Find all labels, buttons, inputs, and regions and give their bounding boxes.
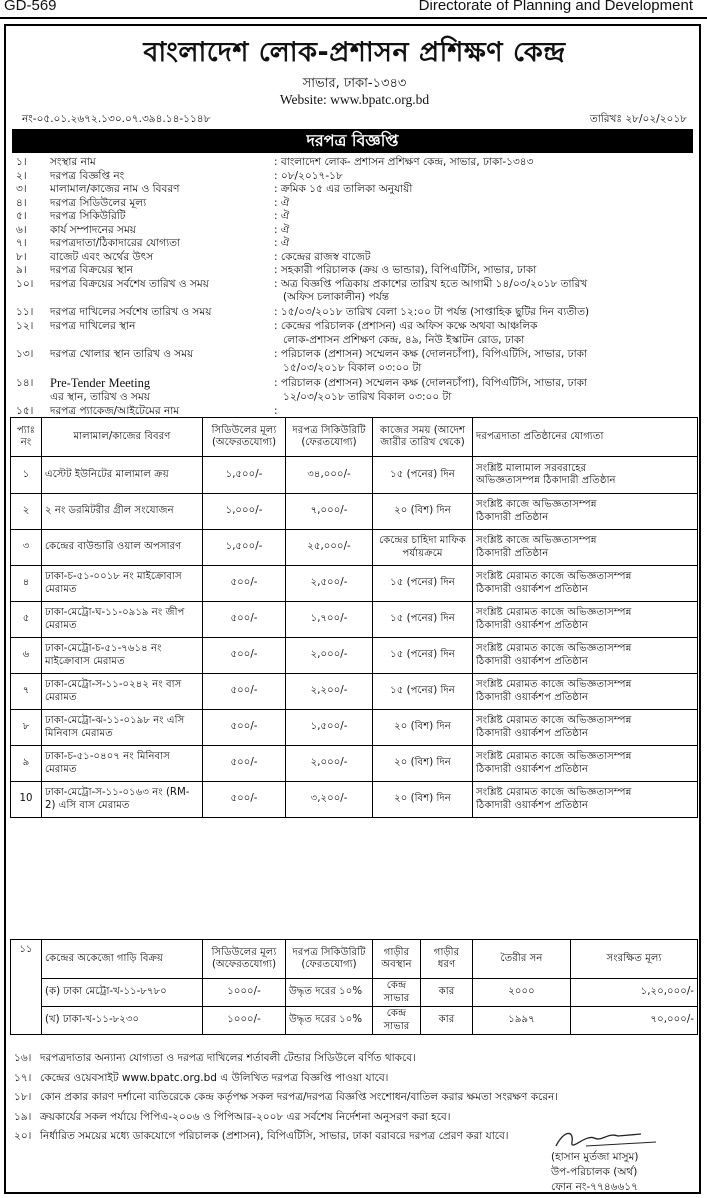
cell-qualification: সংশ্লিষ্ট মেরামত কাজে অভিজ্ঞতাসম্পন্ন ঠিকাদারী ওয়ার্কশপ প্রতিষ্ঠান bbox=[473, 674, 698, 710]
table-row bbox=[11, 710, 698, 746]
cell-fee: ১,৫০০/- bbox=[203, 530, 286, 566]
cell-time: ১৫ (পনের) দিন bbox=[373, 457, 473, 494]
cell-time: ১৫ (পনের) দিন bbox=[373, 674, 473, 710]
organization-website[interactable]: Website: www.bpatc.org.bd bbox=[279, 92, 430, 107]
vehicle-package-number: ১১ bbox=[11, 940, 42, 1035]
signatory-phone: ফোন নং-৭৭৪৬৬১৭ bbox=[551, 1181, 638, 1193]
cell-security: ২,০০০/- bbox=[286, 746, 373, 782]
cell-fee: ৫০০/- bbox=[203, 602, 286, 638]
vehicle-sale-table bbox=[10, 939, 698, 1035]
notice-frame: বাংলাদেশ লোক-প্রশাসন প্রশিক্ষণ কেন্দ্র সাভার, ঢাকা-১৩৪৩ Website: www.bpatc.org.bd নং-০৫.০১.২৬৭২.১৩০.০৭.৩৯৪.১৪-১১৪৮ তারিখঃ ২৮/০২/২০১৮ দরপত্র বিজ্ঞপ্তি ১। সংস্থার নাম : বাংলাদেশ লোক- প্রশাসন প্রশিক্ষণ কেন্দ্র, সাভার, ঢাকা-১৩৪৩ ২। দরপত্র বিজ্ঞপ্তি নং : ০৮/২০১৭-১৮ ৩। মালামাল/কাজের নাম ও বিবরণ : ক্রমিক ১৫ এর তালিকা অনুযায়ী ৪। দরপত্র সিডিউলের মূল্য : ঐ ৫। দরপত্র সিকিউরিটি : ঐ ৬। কার্য সম্পাদনের সময় : ঐ ৭। দরপত্রদাতা/ঠিকাদারের যোগ্যতা : ঐ ৮। বাজেট এবং অর্থের উৎস : কেন্দ্রের রাজস্ব বাজেট ৯। দরপত্র বিক্রয়ের স্থান : সহকারী পরিচালক (ক্রয় ও ভান্ডার), বিপিএটিসি, সাভার, ঢাকা ১০। দরপত্র বিক্রয়ের সর্বশেষ তারিখ ও সময় : অত্র বিজ্ঞপ্তি পত্রিকায় প্রকাশের তারিখ হতে আগামী ১৪/০৩/২০১৮ তারিখ (অফিস চলাকালীন) পর্যন্ত ১১। দরপত্র দাখিলের সর্বশেষ তারিখ ও সময় : ১৫/০৩/২০১৮ তারিখ বেলা ১২:০০ টা পর্যন্ত (সাপ্তাহিক ছুটির দিন ব্যতীত) ১২। দরপত্র দাখিলের স্থান : কেন্দ্রের পরিচালক (প্রশাসন) এর অফিস কক্ষে অথবা আঞ্চলিক লোক-প্রশাসন প্রশিক্ষণ কেন্দ্র, ৪৯, নিউ ইস্কাটন রোড, ঢাকা ১৩। দরপত্র খোলার স্থান তারিখ ও সময় : পরিচালক (প্রশাসন) সম্মেলন কক্ষ (দোলনচাঁপা), বিপিএটিসি, সাভার, ঢাকা ১৫/০৩/২০১৮ বিকাল ০৩:০০ টা ১৪। Pre-Tender Meeting : পরিচালক (প্রশাসন) সম্মেলন কক্ষ (দোলনচাঁপা), বিপিএটিসি, সাভার, ঢাকা এর স্থান, তারিখ ও সময় ১২/০৩/২০১৮ তারিখ বিকাল ০৩:০০ টা ১৫। দরপত্র প্যাকেজ/আইটেমের নাম : প্যাঃ নং মালামাল/কাজের বিবরণ সিডিউলের মূল্য (অফেরতযোগ্য) দরপত্র সিকিউরিটি (ফেরতযোগ্য) কাজের সময় (আদেশ জারীর তারিখ থেকে) দরপত্রদাতা প্রতিষ্ঠানের যোগ্যতা ১ এস্টেট ইউনিটের মালামাল ক্রয় ১,৫০০/- ৩৪,০০০/- ১৫ (পনের) দিন সংশ্লিষ্ট মালামাল সরবরাহের অভিজ্ঞতাসম্পন্ন ঠিকাদারী প্রতিষ্ঠান ২ ২ নং ডরমিটরীর গ্রীল সংযোজন ১,০০০/- ৭,০০০/- ২০ (বিশ) দিন সংশ্লিষ্ট কাজে অভিজ্ঞতাসম্পন্ন ঠিকাদারী প্রতিষ্ঠান ৩ কেন্দ্রের বাউন্ডারি ওয়াল অপসারণ ১,৫০০/- ২৫,০০০/- কেন্দ্রের চাহিদা মাফিক পর্যায়ক্রমে সংশ্লিষ্ট কাজে অভিজ্ঞতাসম্পন্ন ঠিকাদারী প্রতিষ্ঠান ৪ ঢাকা-চ-৫১-০০১৮ নং মাইক্রোবাস মেরামত ৫০০/- ২,৫০০/- ১৫ (পনের) দিন সংশ্লিষ্ট মেরামত কাজে অভিজ্ঞতাসম্পন্ন ঠিকাদারী ওয়ার্কশপ প্রতিষ্ঠান ৫ ঢাকা-মেট্রো-ঘ-১১-০৯১৯ নং জীপ মেরামত ৫০০/- ১,৭০০/- ১৫ (পনের) দিন সংশ্লিষ্ট মেরামত কাজে অভিজ্ঞতাসম্পন্ন ঠিকাদারী ওয়ার্কশপ প্রতিষ্ঠান ৬ ঢাকা-মেট্রো-চ-৫১-৭৬১৪ নং মাইক্রোবাস মেরামত ৫০০/- ২,০০০/- ১৫ (পনের) দিন সংশ্লিষ্ট মেরামত কাজে অভিজ্ঞতাসম্পন্ন ঠিকাদারী ওয়ার্কশপ প্রতিষ্ঠান ৭ ঢাকা-মেট্রো-স-১১-০২৪২ নং বাস মেরামত ৫০০/- ২,২০০/- ১৫ (পনের) দিন সংশ্লিষ্ট মেরামত কাজে অভিজ্ঞতাসম্পন্ন ঠিকাদারী ওয়ার্কশপ প্রতিষ্ঠান ৮ ঢাকা-মেট্রো-ঝ-১১-০১৯৮ নং এসি মিনিবাস মেরামত ৫০০/- ১,৫০০/- ২০ (বিশ) দিন সংশ্লিষ্ট মেরামত কাজে অভিজ্ঞতাসম্পন্ন ঠিকাদারী ওয়ার্কশপ প্রতিষ্ঠান ৯ ঢাকা-চ-৫১-০৪০৭ নং মিনিবাস মেরামত ৫০০/- ২,০০০/- ২০ (বিশ) দিন সংশ্লিষ্ট মেরামত কাজে অভিজ্ঞতাসম্পন্ন ঠিকাদারী ওয়ার্কশপ প্রতিষ্ঠান 10 ঢাকা-মেট্রো-স-১১-০১৬৩ নং (RM-2) এসি বাস মেরামত ৫০০/- ৩,২০০/- ২০ (বিশ) দিন সংশ্লিষ্ট মেরামত কাজে অভিজ্ঞতাসম্পন্ন ঠিকাদারী ওয়ার্কশপ প্রতিষ্ঠান ১১ কেন্দ্রের অকেজো গাড়ি বিক্রয় সিডিউলের মূল্য (অফেরতযোগ্য) দরপত্র সিকিউরিটি (ফেরতযোগ্য) গাড়ীর অবস্থান গাড়ীর ধরণ তৈরীর সন সংরক্ষিত মূল্য (ক) ঢাকা মেট্রো-খ-১১-৮৭৮০ ১০০০/- উদ্ধৃত দরের ১০% কেন্দ্র সাভার কার ২০০০ ১,২০,০০০/- (খ) ঢাকা-খ-১১-৮২৩০ ১০০০/- উদ্ধৃত দরের ১০% কেন্দ্র সাভার কার ১৯৯৭ ৭০,০০০/- ১৬। দরপত্রদাতার অন্যান্য যোগ্যতা ও দরপত্র দাখিলের শর্তাবলী টেন্ডার সিডিউলে বর্ণিত থাকবে। ১৭। কেন্দ্রের ওয়েবসাইট www.bpatc.org.bd এ উলিখিত দরপত্র বিজ্ঞপ্তি পাওয়া যাবে। ১৮। কোন প্রকার কারণ দর্শানো ব্যতিরেকে কেন্দ্র কর্তৃপক্ষ সকল দরপত্র/দরপত্র বিজ্ঞপ্তি সংশোধন/বাতিল করার ক্ষমতা সংরক্ষণ করেন। ১৯। ক্রয়কার্যের সকল পর্যায়ে পিপিএ-২০০৬ ও পিপিআর-২০০৮ এর সর্বশেষ নির্দেশনা অনুসরণ করা হবে। ২০। নির্ধারিত সময়ের মধ্যে ডাকযোগে পরিচালক (প্রশাসন), বিপিএটিসি, সাভার, ঢাকা বরাবরে দরপত্র প্রেরণ করা যাবে। (হাসান মুর্তজা মাসুম) উপ-পরিচালক (অর্থ) ফোন নং-৭৭৪৬৬১৭ bbox=[4, 24, 701, 1194]
cell-qualification: সংশ্লিষ্ট মেরামত কাজে অভিজ্ঞতাসম্পন্ন ঠিকাদারী ওয়ার্কশপ প্রতিষ্ঠান bbox=[473, 602, 698, 638]
cell-desc: ঢাকা-মেট্রো-স-১১-০১৬৩ নং (RM-2) এসি বাস মেরামত bbox=[42, 782, 203, 818]
header-cell: তৈরীর সন bbox=[473, 940, 571, 979]
table-row bbox=[11, 746, 698, 782]
term-item: ২০। নির্ধারিত সময়ের মধ্যে ডাকযোগে পরিচালক (প্রশাসন), বিপিএটিসি, সাভার, ঢাকা বরাবরে দরপত্র প্রেরণ করা যাবে। bbox=[14, 1130, 509, 1142]
cell-price: ৭০,০০০/- bbox=[571, 1007, 698, 1035]
cell-year: ২০০০ bbox=[473, 979, 571, 1007]
header-cell: কাজের সময় (আদেশ জারীর তারিখ থেকে) bbox=[373, 418, 473, 457]
term-item: ১৯। ক্রয়কার্যের সকল পর্যায়ে পিপিএ-২০০৬ ও পিপিআর-২০০৮ এর সর্বশেষ নির্দেশনা অনুসরণ করা হবে। bbox=[14, 1110, 451, 1123]
cell-qualification: সংশ্লিষ্ট মেরামত কাজে অভিজ্ঞতাসম্পন্ন ঠিকাদারী ওয়ার্কশপ প্রতিষ্ঠান bbox=[473, 566, 698, 602]
table-row bbox=[11, 602, 698, 638]
cell-n: ৯ bbox=[11, 746, 42, 782]
cell-price: ১,২০,০০০/- bbox=[571, 979, 698, 1007]
cell-desc: ঢাকা-চ-৫১-০০১৮ নং মাইক্রোবাস মেরামত bbox=[42, 566, 203, 602]
cell-fee: ১,০০০/- bbox=[203, 494, 286, 530]
cell-time: ২০ (বিশ) দিন bbox=[373, 710, 473, 746]
vehicle-row bbox=[11, 979, 698, 1007]
directorate-label: Directorate of Planning and Development bbox=[418, 0, 693, 14]
cell-n: ৪ bbox=[11, 566, 42, 602]
cell-qualification: সংশ্লিষ্ট মালামাল সরবরাহের অভিজ্ঞতাসম্পন্ন ঠিকাদারী প্রতিষ্ঠান bbox=[473, 457, 698, 494]
signature-block bbox=[551, 1150, 638, 1195]
term-item: ১৮। কোন প্রকার কারণ দর্শানো ব্যতিরেকে কেন্দ্র কর্তৃপক্ষ সকল দরপত্র/দরপত্র বিজ্ঞপ্তি সংশোধন/বাতিল করার ক্ষমতা সংরক্ষণ করেন। bbox=[14, 1091, 559, 1103]
cell-fee: ১,৫০০/- bbox=[203, 457, 286, 494]
table-row bbox=[11, 457, 698, 494]
top-strip bbox=[0, 0, 707, 19]
cell-year: ১৯৯৭ bbox=[473, 1007, 571, 1035]
table-header-row bbox=[11, 418, 698, 457]
cell-security: উদ্ধৃত দরের ১০% bbox=[286, 1007, 373, 1035]
term-item: ১৭। কেন্দ্রের ওয়েবসাইট www.bpatc.org.bd এ উলিখিত দরপত্র বিজ্ঞপ্তি পাওয়া যাবে। bbox=[14, 1071, 389, 1084]
memo-number: নং-০৫.০১.২৬৭২.১৩০.০৭.৩৯৪.১৪-১১৪৮ bbox=[22, 113, 211, 125]
vehicle-row bbox=[11, 1007, 698, 1035]
cell-desc: ঢাকা-মেট্রো-ঘ-১১-০৯১৯ নং জীপ মেরামত bbox=[42, 602, 203, 638]
signatory-designation: উপ-পরিচালক (অর্থ) bbox=[551, 1166, 638, 1178]
packages-table bbox=[10, 417, 698, 818]
signatory-name: (হাসান মুর্তজা মাসুম) bbox=[551, 1151, 639, 1163]
cell-security: ৩৪,০০০/- bbox=[286, 457, 373, 494]
header-cell: মালামাল/কাজের বিবরণ bbox=[42, 418, 203, 457]
vehicle-package-title: কেন্দ্রের অকেজো গাড়ি বিক্রয় bbox=[42, 940, 203, 979]
cell-time: ১৫ (পনের) দিন bbox=[373, 566, 473, 602]
cell-security: ২৫,০০০/- bbox=[286, 530, 373, 566]
header-cell: দরপত্র সিকিউরিটি (ফেরতযোগ্য) bbox=[286, 940, 373, 979]
cell-n: ৭ bbox=[11, 674, 42, 710]
cell-security: উদ্ধৃত দরের ১০% bbox=[286, 979, 373, 1007]
cell-location: কেন্দ্র সাভার bbox=[373, 979, 421, 1007]
table-row bbox=[11, 566, 698, 602]
cell-type: কার bbox=[421, 1007, 473, 1035]
header-cell: দরপত্র সিকিউরিটি (ফেরতযোগ্য) bbox=[286, 418, 373, 457]
cell-fee: ৫০০/- bbox=[203, 746, 286, 782]
cell-time: ১৫ (পনের) দিন bbox=[373, 602, 473, 638]
cell-n: ৮ bbox=[11, 710, 42, 746]
cell-fee: ৫০০/- bbox=[203, 674, 286, 710]
table-row bbox=[11, 494, 698, 530]
cell-time: ২০ (বিশ) দিন bbox=[373, 782, 473, 818]
cell-n: ৬ bbox=[11, 638, 42, 674]
cell-qualification: সংশ্লিষ্ট মেরামত কাজে অভিজ্ঞতাসম্পন্ন ঠিকাদারী ওয়ার্কশপ প্রতিষ্ঠান bbox=[473, 746, 698, 782]
cell-qualification: সংশ্লিষ্ট কাজে অভিজ্ঞতাসম্পন্ন ঠিকাদারী প্রতিষ্ঠান bbox=[473, 530, 698, 566]
notice-banner: দরপত্র বিজ্ঞপ্তি bbox=[12, 129, 693, 153]
cell-desc: ঢাকা-মেট্রো-ঝ-১১-০১৯৮ নং এসি মিনিবাস মেরামত bbox=[42, 710, 203, 746]
cell-security: ১,৭০০/- bbox=[286, 602, 373, 638]
organization-address: সাভার, ঢাকা-১৩৪৩ bbox=[302, 76, 407, 91]
header-cell: সিডিউলের মূল্য (অফেরতযোগ্য) bbox=[203, 940, 286, 979]
cell-desc: ঢাকা-চ-৫১-০৪০৭ নং মিনিবাস মেরামত bbox=[42, 746, 203, 782]
cell-security: ৭,০০০/- bbox=[286, 494, 373, 530]
table-row bbox=[11, 638, 698, 674]
cell-fee: ১০০০/- bbox=[203, 1007, 286, 1035]
term-item: ১৬। দরপত্রদাতার অন্যান্য যোগ্যতা ও দরপত্র দাখিলের শর্তাবলী টেন্ডার সিডিউলে বর্ণিত থাকবে। bbox=[14, 1052, 416, 1064]
table-row bbox=[11, 674, 698, 710]
cell-fee: ৫০০/- bbox=[203, 710, 286, 746]
organization-title: বাংলাদেশ লোক-প্রশাসন প্রশিক্ষণ কেন্দ্র bbox=[143, 37, 566, 68]
cell-time: ২০ (বিশ) দিন bbox=[373, 746, 473, 782]
table-row bbox=[11, 782, 698, 818]
cell-n: 10 bbox=[11, 782, 42, 818]
cell-desc: (ক) ঢাকা মেট্রো-খ-১১-৮৭৮০ bbox=[42, 979, 203, 1007]
cell-fee: ৫০০/- bbox=[203, 566, 286, 602]
cell-qualification: সংশ্লিষ্ট মেরামত কাজে অভিজ্ঞতাসম্পন্ন ঠিকাদারী ওয়ার্কশপ প্রতিষ্ঠান bbox=[473, 710, 698, 746]
table-row bbox=[11, 530, 698, 566]
cell-location: কেন্দ্র সাভার bbox=[373, 1007, 421, 1035]
cell-qualification: সংশ্লিষ্ট কাজে অভিজ্ঞতাসম্পন্ন ঠিকাদারী প্রতিষ্ঠান bbox=[473, 494, 698, 530]
cell-type: কার bbox=[421, 979, 473, 1007]
cell-security: ২,০০০/- bbox=[286, 638, 373, 674]
cell-n: ১ bbox=[11, 457, 42, 494]
cell-fee: ৫০০/- bbox=[203, 638, 286, 674]
cell-desc: ২ নং ডরমিটরীর গ্রীল সংযোজন bbox=[42, 494, 203, 530]
cell-security: ৩,২০০/- bbox=[286, 782, 373, 818]
cell-n: ৫ bbox=[11, 602, 42, 638]
cell-fee: ১০০০/- bbox=[203, 979, 286, 1007]
cell-security: ১,৫০০/- bbox=[286, 710, 373, 746]
header-cell: প্যাঃ নং bbox=[11, 418, 42, 457]
cell-desc: এস্টেট ইউনিটের মালামাল ক্রয় bbox=[42, 457, 203, 494]
cell-qualification: সংশ্লিষ্ট মেরামত কাজে অভিজ্ঞতাসম্পন্ন ঠিকাদারী ওয়ার্কশপ প্রতিষ্ঠান bbox=[473, 782, 698, 818]
cell-security: ২,২০০/- bbox=[286, 674, 373, 710]
notice-date: তারিখঃ ২৮/০২/২০১৮ bbox=[589, 113, 687, 125]
header-cell: সিডিউলের মূল্য (অফেরতযোগ্য) bbox=[203, 418, 286, 457]
cell-desc: কেন্দ্রের বাউন্ডারি ওয়াল অপসারণ bbox=[42, 530, 203, 566]
cell-qualification: সংশ্লিষ্ট মেরামত কাজে অভিজ্ঞতাসম্পন্ন ঠিকাদারী ওয়ার্কশপ প্রতিষ্ঠান bbox=[473, 638, 698, 674]
header-cell: দরপত্রদাতা প্রতিষ্ঠানের যোগ্যতা bbox=[473, 418, 698, 457]
cell-fee: ৫০০/- bbox=[203, 782, 286, 818]
vehicle-header-row bbox=[11, 940, 698, 979]
cell-time: ১৫ (পনের) দিন bbox=[373, 638, 473, 674]
header-cell: সংরক্ষিত মূল্য bbox=[571, 940, 698, 979]
cell-desc: (খ) ঢাকা-খ-১১-৮২৩০ bbox=[42, 1007, 203, 1035]
cell-security: ২,৫০০/- bbox=[286, 566, 373, 602]
cell-desc: ঢাকা-মেট্রো-স-১১-০২৪২ নং বাস মেরামত bbox=[42, 674, 203, 710]
cell-time: ২০ (বিশ) দিন bbox=[373, 494, 473, 530]
header-cell: গাড়ীর অবস্থান bbox=[373, 940, 421, 979]
cell-desc: ঢাকা-মেট্রো-চ-৫১-৭৬১৪ নং মাইক্রোবাস মেরামত bbox=[42, 638, 203, 674]
cell-n: ৩ bbox=[11, 530, 42, 566]
document-code: GD-569 bbox=[4, 0, 57, 14]
cell-time: কেন্দ্রের চাহিদা মাফিক পর্যায়ক্রমে bbox=[373, 530, 473, 566]
header-cell: গাড়ীর ধরণ bbox=[421, 940, 473, 979]
cell-n: ২ bbox=[11, 494, 42, 530]
